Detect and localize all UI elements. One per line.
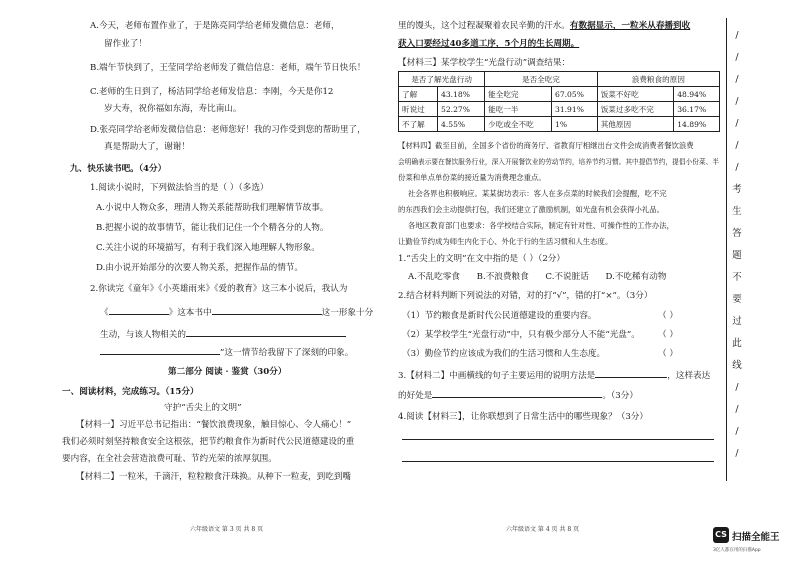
sidebar-char: 答: [732, 228, 742, 239]
q4-answer-line-1[interactable]: [402, 439, 714, 440]
left-page: [0, 0, 390, 561]
book-title-blank[interactable]: [109, 305, 169, 315]
table-cell: 4.55%: [438, 117, 485, 132]
sidebar-char: 要: [732, 294, 742, 305]
table-cell: 43.18%: [438, 87, 485, 102]
q9-2-line2: [100, 305, 373, 319]
q3-benefit-blank[interactable]: [432, 388, 602, 398]
q3-benefit-label: 的好处是: [398, 391, 433, 401]
q8-option-b: B.端午节快到了，王莹同学给老师发了微信信息：老师，端午节日快乐！: [90, 63, 366, 73]
table-cell: 不了解: [399, 117, 438, 132]
part2-title: 第二部分 阅读 · 鉴赏（30分）: [168, 367, 287, 377]
header-cell: 是否全吃完: [485, 72, 598, 87]
q1-option-d: D.不吃稀有动物: [605, 272, 667, 282]
sidebar-char: 不: [732, 272, 742, 283]
material2-line1: 【材料二】一粒米，千滴汗，粒粒粮食汗珠换。从种下一粒麦，到吃到嘴: [76, 472, 352, 482]
q9-2-mid-text: 》这本书中: [168, 308, 212, 318]
q3-text-end: ，这样表达: [667, 371, 711, 381]
table-cell: 其他原因: [597, 117, 674, 132]
material2-cont-text: 里的馒头，这个过程凝聚着农民辛勤的汗水。: [398, 21, 570, 31]
table-cell: 了解: [399, 87, 438, 102]
survey-table-header: [399, 72, 720, 87]
q9-1-option-d: D.由小说开始部分的次要人物关系，把握作品的情节。: [96, 263, 303, 273]
slash-mark: /: [735, 448, 739, 459]
material4-line1: 【材料四】截至目前，全国多个省份的商务厅、省教育厅相继出台文件会成消费者餐饮浪费: [398, 141, 694, 150]
q1-option-a: A.不乱吃零食: [408, 272, 460, 282]
q9-1-option-b: B.把握小说的故事情节，能让我们记住一个个精各分的人物。: [96, 223, 329, 233]
sidebar-char: 题: [732, 250, 742, 261]
header-cell: 是否了解光盘行动: [399, 72, 485, 87]
right-page: [390, 0, 724, 561]
scanner-watermark: [713, 527, 793, 557]
plot-blank[interactable]: [186, 327, 346, 337]
q8-option-a-cont: 留作业了！: [104, 39, 147, 49]
table-cell: 能吃一半: [485, 102, 552, 117]
q1-option-c: C.不说脏话: [545, 272, 589, 282]
right-page-footer: 六年级语文 第 4 页 共 8 页: [506, 526, 580, 533]
character-blank[interactable]: [212, 305, 322, 315]
q9-1-stem: 1.阅读小说时，下列做法恰当的是（ ）（多选）: [90, 183, 269, 193]
table-row: [399, 102, 720, 117]
q9-2-line3-text: 生动，与该人物相关的: [100, 330, 186, 340]
sidebar-char: 线: [732, 360, 742, 371]
brand-tagline: 3亿人都在用的扫描App: [713, 548, 761, 553]
material2-cont-line1: [398, 20, 690, 32]
q8-option-c: C.老师的生日到了，杨洁同学给老师发信息：李刚，今天是你12: [90, 87, 334, 97]
q9-2-line4-text: ”这一情节给我留下了深刻的印象。: [220, 348, 354, 358]
sidebar-char: 此: [732, 338, 742, 349]
material1-line2: 我们必须时刻坚持粮食安全这根弦，把节约粮食作为新时代公民道德建设的重: [62, 437, 355, 447]
table-cell: 36.17%: [674, 102, 720, 117]
material2-underlined-2: 获入口要经过40多道工序，5个月的生长周期。: [398, 39, 580, 49]
slash-mark: /: [735, 30, 739, 41]
brand-name: 扫描全能王: [732, 532, 780, 543]
q3-line2: [398, 388, 638, 402]
q9-2-line3: [100, 327, 346, 341]
book-open-bracket: 《: [100, 308, 109, 318]
slash-mark: /: [735, 162, 739, 173]
table-row: [399, 117, 720, 132]
table-cell: 饭菜过多吃不完: [597, 102, 674, 117]
slash-mark: /: [735, 426, 739, 437]
material4-line3: 份菜和单点单份菜的接近量为消费理念重点。: [398, 173, 546, 182]
table-cell: 48.94%: [674, 87, 720, 102]
sidebar-char: 生: [732, 206, 742, 217]
q3-line1: [398, 368, 710, 382]
section9-title: 九、快乐读书吧。（4分）: [70, 164, 167, 174]
passage-title: 守护“舌尖上的文明”: [164, 403, 242, 413]
slash-mark: /: [735, 140, 739, 151]
table-cell: 听说过: [399, 102, 438, 117]
q9-2-line4: [100, 345, 353, 359]
q2-item-3: （3）勤俭节约应该成为我们的生活习惯和人生态度。: [402, 349, 606, 359]
material1-line1: 【材料一】习近平总书记指出：“餐饮浪费现象，触目惊心、令人痛心！”: [76, 420, 352, 430]
q3-text: 3.【材料二】中画横线的句子主要运用的说明方法是: [398, 371, 596, 381]
plot-blank-2[interactable]: [100, 345, 220, 355]
material1-line3: 要内容，在全社会营造浪费可耻、节约光荣的浓厚氛围。: [62, 454, 277, 464]
q3-method-blank[interactable]: [595, 368, 667, 378]
q9-1-option-c: C.关注小说的环境描写，有利于我们深入地理解人物形象。: [96, 243, 320, 253]
q2-stem: 2.结合材料判断下列说法的对错，对的打“√”，错的打“×”。（3分）: [398, 291, 653, 301]
header-cell: 浪费粮食的原因: [597, 72, 719, 87]
table-row: [399, 87, 720, 102]
material4-line5: 的东西我们会主动提供打包，我们还建立了激励机制，如光盘有机会获得小礼品。: [398, 205, 665, 214]
q1-options: [408, 271, 666, 283]
material2-underlined-1: 有数据显示，一粒米从春播到收: [569, 21, 691, 31]
material4-line7: 让勤俭节约成为师生内化于心、外化于行的生活习惯和人生态度。: [398, 237, 613, 246]
slash-mark: /: [735, 74, 739, 85]
survey-table: [398, 71, 720, 132]
sidebar-char: 过: [732, 316, 742, 327]
table-cell: 1%: [551, 117, 597, 132]
camscanner-logo-icon: CS: [713, 527, 729, 543]
q4-answer-line-2[interactable]: [402, 461, 714, 462]
table-cell: 67.05%: [551, 87, 597, 102]
q8-option-c-cont: 岁大寿，祝你福如东海，寿比南山。: [104, 104, 242, 114]
table-cell: 31.91%: [551, 102, 597, 117]
q9-2-line2-end: 这一形象十分: [321, 308, 374, 318]
q3-points: 。（3分）: [602, 391, 638, 401]
table-cell: 能全吃完: [485, 87, 552, 102]
q4-stem: 4.阅读【材料三】，让你联想到了日常生活中的哪些现象？（3分）: [398, 412, 648, 422]
slash-mark: /: [735, 96, 739, 107]
q8-option-a: A.今天，老师布置作业了，于是陈亮同学给老师发微信息：老师，: [90, 21, 340, 31]
q2-answer-1[interactable]: （ ）: [658, 311, 678, 321]
q9-1-option-a: A.小说中人物众多，理清人物关系能帮助我们理解情节故事。: [96, 203, 329, 213]
table-cell: 52.27%: [438, 102, 485, 117]
material4-line4: 社会各界也积极响应。某某街坊表示：客人在多点菜的时候我们会提醒，吃不完: [408, 189, 667, 198]
sidebar-char: 考: [732, 184, 742, 195]
material3-title: 【材料三】某学校学生“光盘行动”调查结果：: [398, 58, 571, 68]
slash-mark: /: [735, 382, 739, 393]
q2-answer-2[interactable]: （ ）: [658, 330, 678, 340]
q2-answer-3[interactable]: （ ）: [658, 349, 678, 359]
slash-mark: /: [735, 118, 739, 129]
material4-line2: 会明确表示要在餐饮服务行业，深入开展餐饮业的劳动节约，培养节约习惯。其中提倡节约，提倡小份菜、半: [398, 158, 719, 166]
material4-line6: 各地区教育部门也要求：各学校结合实际，制定有针对性、可操作性的工作办法，: [408, 221, 675, 230]
table-cell: 饭菜不好吃: [597, 87, 674, 102]
slash-mark: /: [735, 52, 739, 63]
left-page-footer: 六年级语文 第 3 页 共 8 页: [190, 526, 264, 533]
q2-item-1: （1）节约粮食是新时代公民道德建设的重要内容。: [402, 311, 597, 321]
table-cell: 少吃或全不吃: [485, 117, 552, 132]
q2-item-2: （2）某学校学生“光盘行动”中，只有极少部分人不能“光盘”。: [402, 330, 640, 340]
reading-title: 一、阅读材料，完成练习。（15分）: [62, 387, 199, 397]
slash-mark: /: [735, 404, 739, 415]
q9-2-line1: 2.你读完《童年》《小英雄雨来》《爱的教育》这三本小说后，我认为: [90, 284, 348, 294]
table-cell: 14.89%: [674, 117, 720, 132]
q1-option-b: B.不浪费粮食: [476, 272, 529, 282]
q8-option-d-cont: 真是帮助大了，谢谢！: [104, 142, 190, 152]
q8-option-d: D.张亮同学给老师发微信信息：老师您好！我的习作受到您的帮助里了，: [90, 125, 366, 135]
q1-stem: 1.“舌尖上的文明”在文中指的是（ ）（2分）: [398, 254, 565, 264]
